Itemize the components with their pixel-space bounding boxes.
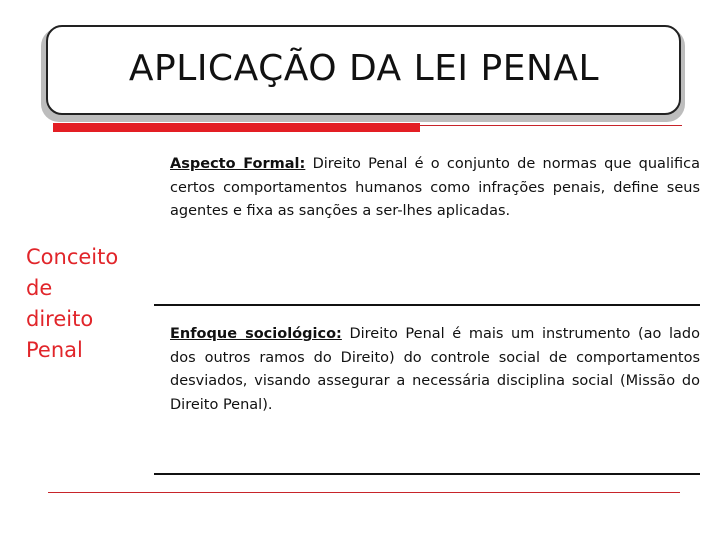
definition-term: Enfoque sociológico: [170,326,342,342]
definition-text: Direito Penal é o conjunto de normas que qualifica certos comportamentos humanos como infrações penais, define seus agentes e fixa as sanções a ser-lhes aplicadas. [170,156,700,219]
definition-divider [154,473,700,475]
definition-text: Direito Penal é mais um instrumento (ao lado dos outros ramos do Direito) do controle social de comportamentos desviados, visando assegurar a necessária disciplina social (Missão do Direito Penal). [170,326,701,413]
concept-line: de [26,276,53,300]
concept-line: Conceito [26,245,119,269]
bottom-divider-line [48,492,680,493]
concept-line: direito [26,307,94,331]
definition-divider [154,304,700,306]
concept-line: Penal [26,338,83,362]
red-accent-bar [53,123,420,132]
concept-label [26,242,146,366]
definition-sociological [170,323,700,417]
definition-formal [170,153,700,224]
slide-title: APLICAÇÃO DA LEI PENAL [128,48,600,89]
definition-term: Aspecto Formal: [170,156,306,172]
top-divider-line [420,125,682,126]
